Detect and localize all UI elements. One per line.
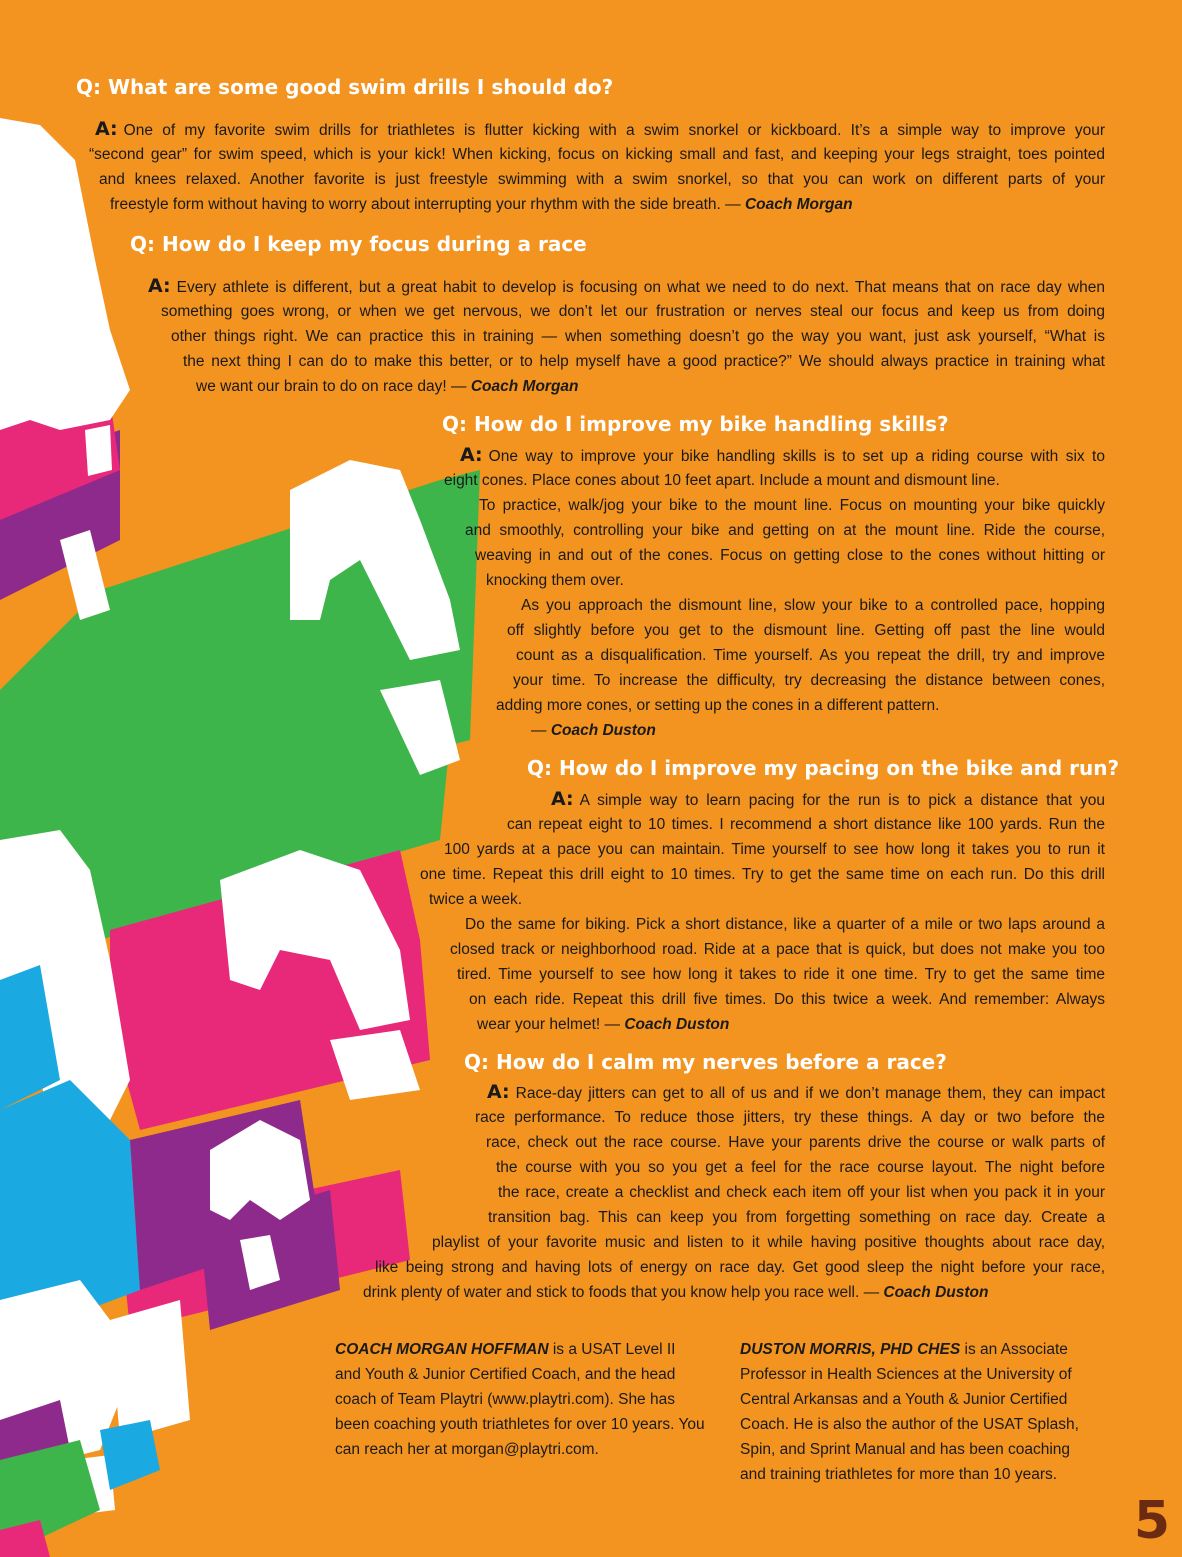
answer-line: and smoothly, controlling your bike and getting on at the mount line. Ride the course, (465, 522, 1105, 539)
answer-line: A: One way to improve your bike handling skills is to set up a riding course with six to (460, 444, 1105, 466)
bio-morgan-hoffman: COACH MORGAN HOFFMAN is a USAT Level II and Youth & Junior Certified Coach, and the head coach of Team Playtri (www.playtri.com). She has been coaching youth triathletes for over 10 years. You can reach her at morgan@playtri.com. (335, 1341, 705, 1458)
answer-label: A: (148, 275, 171, 297)
signature: Coach Duston (550, 722, 656, 739)
answer-line: off slightly before you get to the dismount line. Getting off past the line would (507, 622, 1105, 639)
answer-line: can repeat eight to 10 times. I recommend a short distance like 100 yards. Run the (507, 816, 1105, 833)
answer-line: the race, create a checklist and check each item off your list when you pack it in your (498, 1184, 1105, 1201)
answer-line: To practice, walk/jog your bike to the mount line. Focus on mounting your bike quickly (479, 497, 1105, 514)
answer-line: Do the same for biking. Pick a short distance, like a quarter of a mile or two laps around a (465, 916, 1105, 933)
bio-name: COACH MORGAN HOFFMAN (335, 1341, 549, 1358)
answer-line: and knees relaxed. Another favorite is just freestyle swimming with a swim snorkel, so that you can work on different parts of your (99, 171, 1105, 188)
answer-line: your time. To increase the difficulty, try decreasing the distance between cones, (513, 672, 1105, 689)
answer-line: one time. Repeat this drill eight to 10 times. Try to get the same time on each run. Do this drill (420, 866, 1105, 883)
answer-label: A: (551, 788, 574, 810)
answer-line: something goes wrong, or when we get nervous, we don’t let our frustration or nerves steal our focus and keep us from doing (161, 303, 1105, 320)
answer-line: weaving in and out of the cones. Focus on getting close to the cones without hitting or (475, 547, 1105, 564)
question-swim-drills: Q: What are some good swim drills I should do? (76, 75, 614, 99)
signature: Coach Morgan (470, 378, 579, 395)
answer-line: tired. Time yourself to see how long it takes to ride it one time. Try to get the same time (457, 966, 1105, 983)
answer-line: the course with you so you get a feel for the race course layout. The night before (496, 1159, 1105, 1176)
question-pacing: Q: How do I improve my pacing on the bike and run? (527, 756, 1120, 780)
answer-line: drink plenty of water and stick to foods that you know help you race well. — Coach Duston (363, 1284, 989, 1301)
answer-line: we want our brain to do on race day! — Coach Morgan (196, 378, 579, 395)
answer-label: A: (487, 1081, 510, 1103)
answer-label: A: (460, 444, 483, 466)
answer-line: closed track or neighborhood road. Ride at a pace that is quick, but does not make you too (450, 941, 1105, 958)
bio-duston-morris: DUSTON MORRIS, PHD CHES is an Associate Professor in Health Sciences at the University of Central Arkansas and a Youth & Junior Certified Coach. He is also the author of the USAT Splash, Spin, and Sprint Manual and has been coaching and training triathletes for more than 10 years. (740, 1341, 1079, 1483)
answer-line: knocking them over. (486, 572, 624, 589)
answer-line: on each ride. Repeat this drill five times. Do this twice a week. And remember: Always (469, 991, 1105, 1008)
answer-line: race, check out the race course. Have your parents drive the course or walk parts of (486, 1134, 1105, 1151)
answer-line: A: A simple way to learn pacing for the run is to pick a distance that you (551, 788, 1105, 810)
answer-line: twice a week. (429, 891, 523, 908)
answer-line: eight cones. Place cones about 10 feet apart. Include a mount and dismount line. (444, 472, 1000, 489)
signature: Coach Duston (624, 1016, 730, 1033)
answer-line: the next thing I can do to make this better, or to help myself have a good practice?” We should always practice in training what (183, 353, 1105, 370)
page-number: 5 (1133, 1491, 1170, 1551)
answer-line: like being strong and having lots of energy on race day. Get good sleep the night before your race, (375, 1259, 1105, 1276)
signature: Coach Duston (883, 1284, 989, 1301)
answer-line: As you approach the dismount line, slow your bike to a controlled pace, hopping (521, 597, 1105, 614)
answer-line: wear your helmet! — Coach Duston (477, 1016, 730, 1033)
answer-line: playlist of your favorite music and listen to it while having positive thoughts about race day, (432, 1234, 1105, 1251)
answer-line: freestyle form without having to worry about interrupting your rhythm with the side breath. — Coach Morgan (110, 196, 853, 213)
answer-line: “second gear” for swim speed, which is your kick! When kicking, focus on kicking small and fast, and keeping your legs straight, toes pointed (89, 146, 1105, 163)
question-focus-race: Q: How do I keep my focus during a race (130, 232, 587, 256)
question-bike-handling: Q: How do I improve my bike handling skills? (442, 412, 949, 436)
question-calm-nerves: Q: How do I calm my nerves before a race? (464, 1050, 947, 1074)
bio-name: DUSTON MORRIS, PHD CHES (740, 1341, 961, 1358)
answer-label: A: (95, 118, 118, 140)
answer-line: A: Every athlete is different, but a great habit to develop is focusing on what we need to do next. That means that on race day when (148, 275, 1105, 297)
answer-line: — Coach Duston (531, 722, 656, 739)
answer-line: A: One of my favorite swim drills for triathletes is flutter kicking with a swim snorkel or kickboard. It’s a simple way to improve your (95, 118, 1105, 140)
signature: Coach Morgan (744, 196, 853, 213)
answer-line: transition bag. This can keep you from forgetting something on race day. Create a (488, 1209, 1105, 1226)
answer-line: race performance. To reduce those jitters, try these things. A day or two before the (475, 1109, 1105, 1126)
answer-line: A: Race-day jitters can get to all of us and if we don’t manage them, they can impact (487, 1081, 1105, 1103)
answer-line: 100 yards at a pace you can maintain. Time yourself to see how long it takes you to run it (444, 841, 1105, 858)
answer-line: count as a disqualification. Time yourself. As you repeat the drill, try and improve (516, 647, 1105, 664)
answer-line: other things right. We can practice this in training — when something doesn’t go the way you want, just ask yourself, “What is (171, 328, 1105, 345)
answer-line: adding more cones, or setting up the cones in a different pattern. (496, 697, 940, 714)
